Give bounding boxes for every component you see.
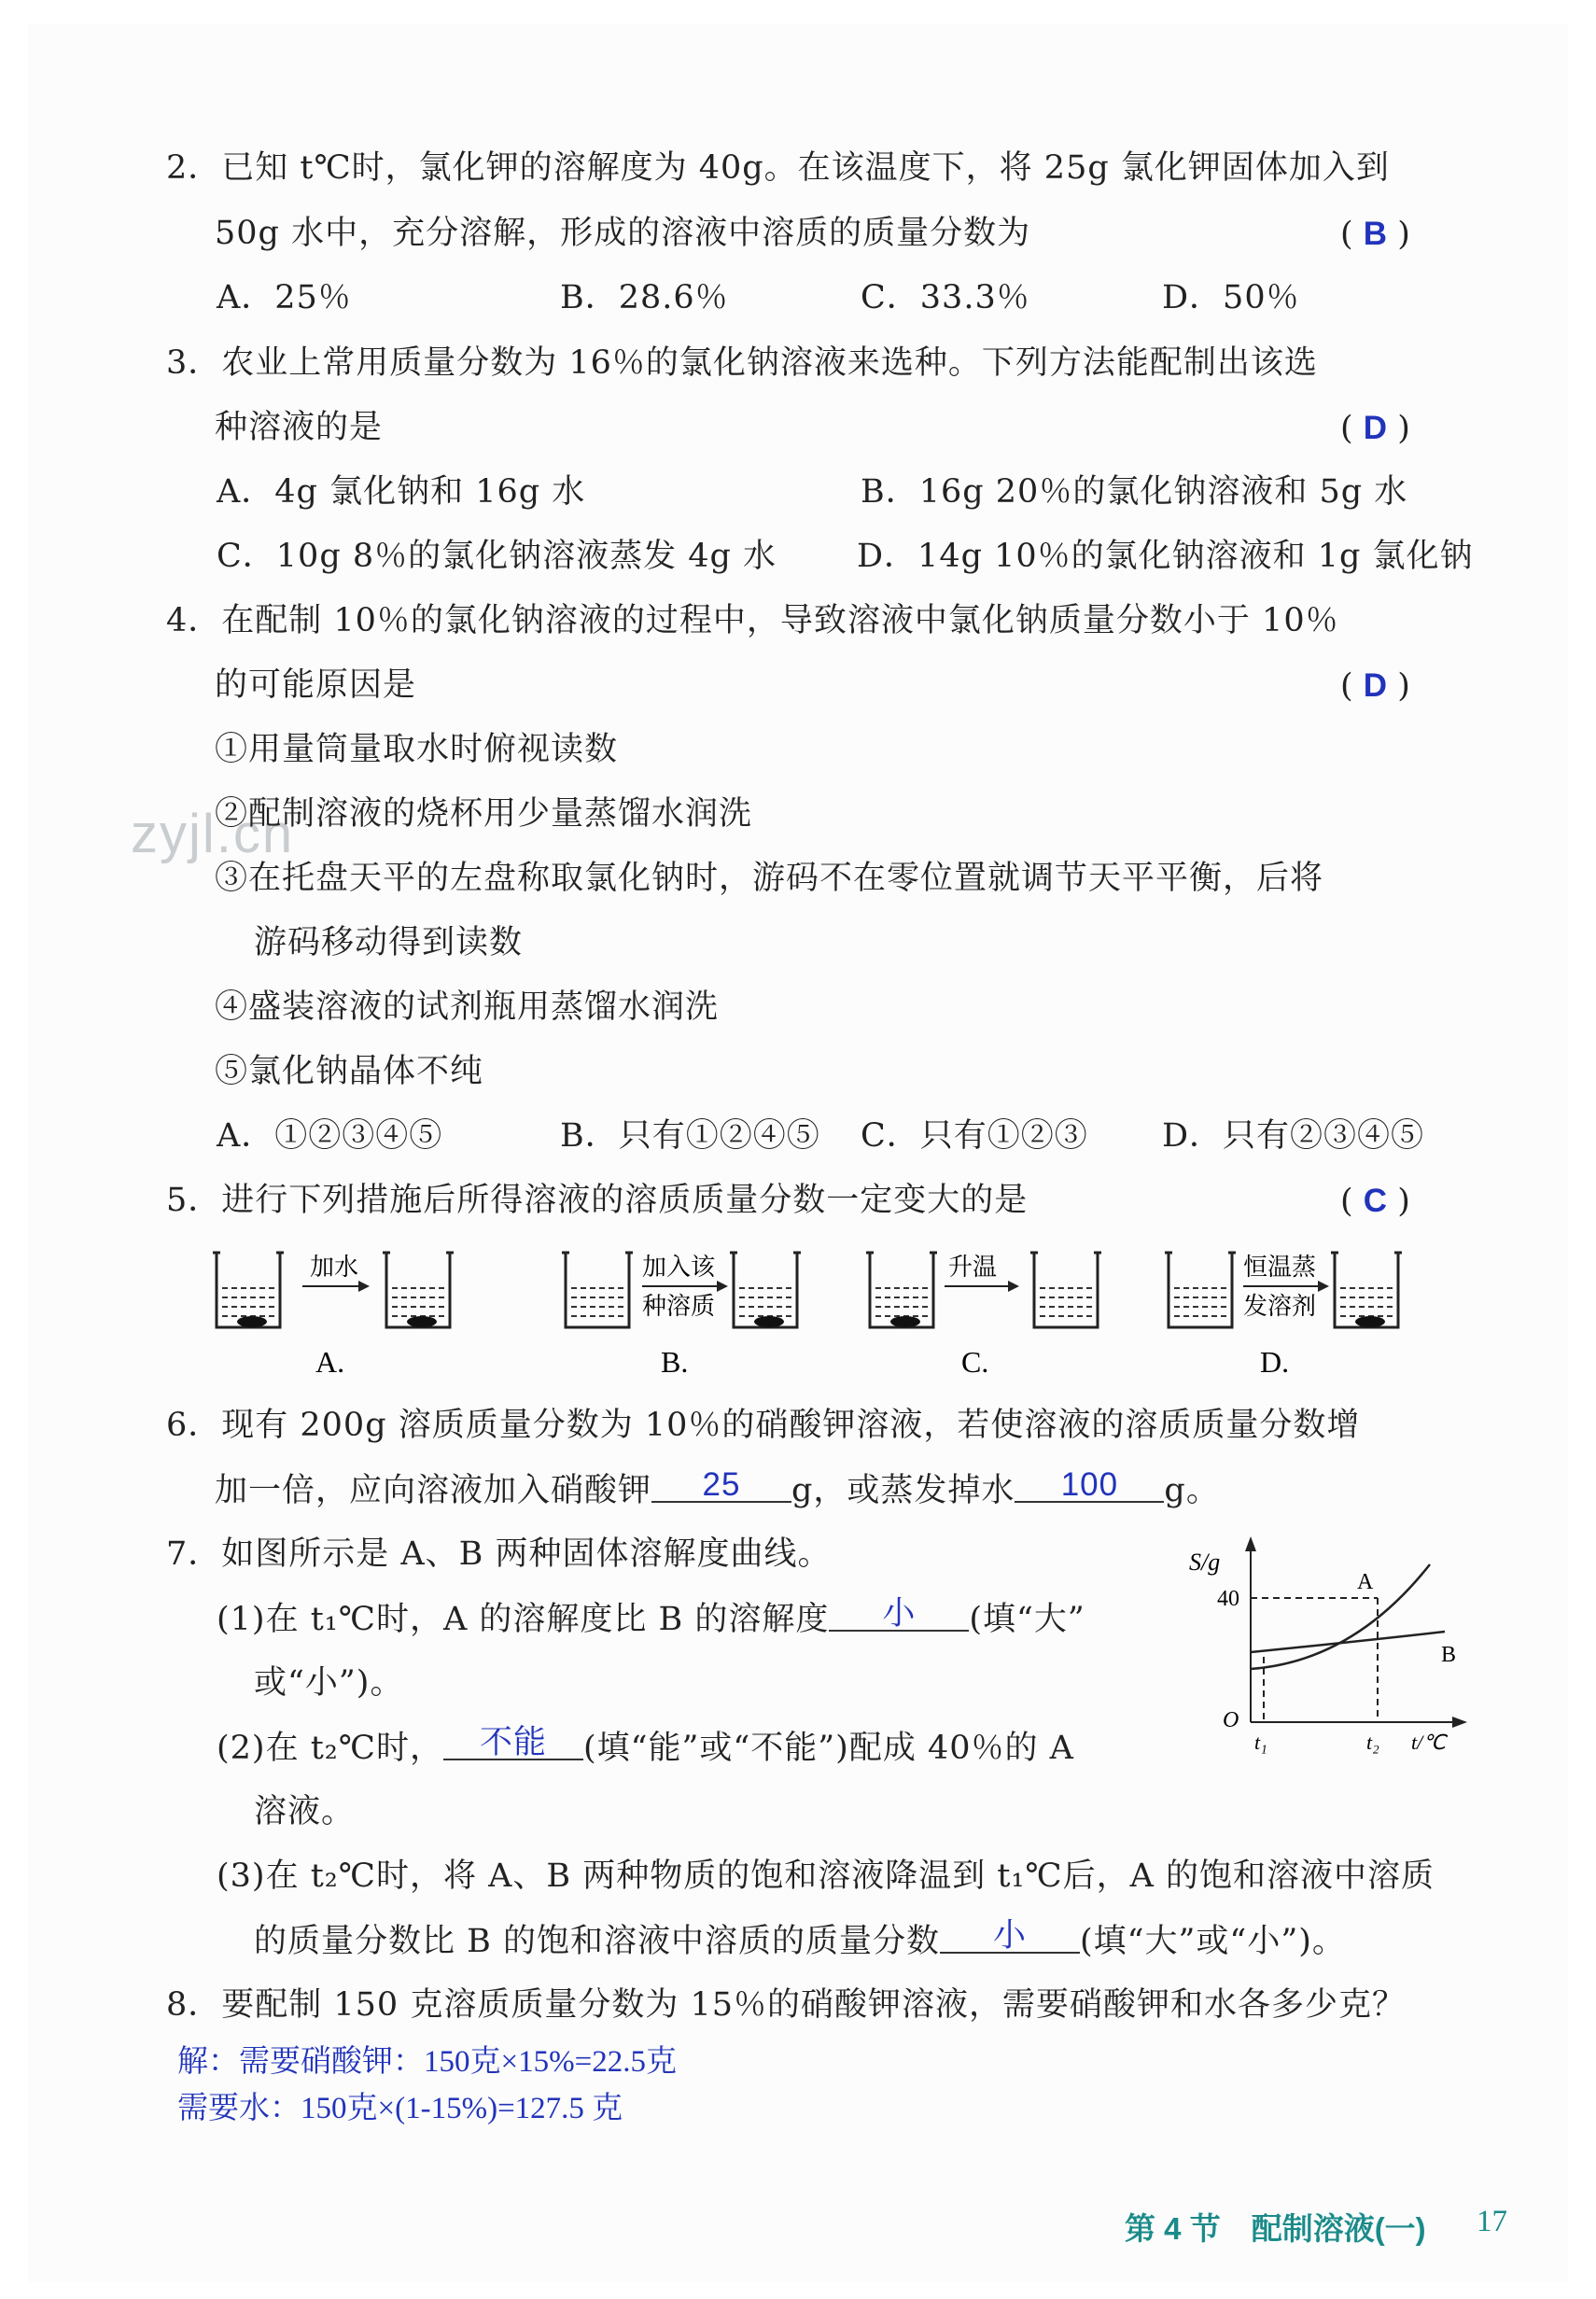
graph-t2: t₂ [1366,1731,1379,1754]
q3-answer: D [1363,410,1388,446]
q5-action-d-top: 恒温蒸 [1243,1254,1317,1281]
q3-line2: 种溶液的是 [215,409,384,446]
q5-action-b-top: 加入该 [642,1254,716,1281]
q5-action-a: 加水 [310,1254,359,1281]
q5-label-a: A. [315,1345,345,1379]
q4-line2: 的可能原因是 [215,666,417,704]
q7-part2 [217,1724,1074,1767]
q5-action-d-bottom: 发溶剂 [1243,1293,1317,1320]
graph-curve-b-label: B [1441,1643,1457,1667]
curve-b [1251,1632,1445,1652]
q7-part1-c: 或“小”)。 [254,1664,404,1702]
q6-line2-b: g，或蒸发掉水 [791,1472,1015,1509]
q2-answer: B [1363,216,1388,252]
q7-part3-b: 的质量分数比 B 的饱和溶液中溶质的质量分数 [254,1923,940,1960]
q5-label-c: C. [961,1345,989,1379]
q5-action-b-bottom: 种溶质 [642,1293,716,1320]
q7-part3-c: (填“大”或“小”)。 [1079,1923,1346,1960]
q5-answer: C [1363,1183,1388,1219]
q3-option-b: B．16g 20％的氯化钠溶液和 5g 水 [861,473,1408,511]
q7-part2-c: 溶液。 [254,1793,356,1830]
q4-item-5: ⑤氯化钠晶体不纯 [215,1053,484,1090]
q4-item-3-cont: 游码移动得到读数 [254,924,524,961]
q6-blank-2: 100 [1015,1468,1164,1503]
q6-line2-c: g。 [1164,1472,1220,1509]
q4-bracket: ( D ) [1340,667,1410,705]
q2-line2: 50g 水中，充分溶解，形成的溶液中溶质的质量分数为 [215,215,1031,252]
q3-bracket: ( D ) [1340,410,1410,447]
q4-line1: 4．在配制 10％的氯化钠溶液的过程中，导致溶液中氯化钠质量分数小于 10％ [166,602,1339,639]
q7-part3 [254,1917,1346,1960]
q5-beaker-figures [205,1232,1419,1381]
q6-line2 [215,1466,1220,1509]
q5-action-c: 升温 [948,1254,998,1281]
q7-part2-b: (填“能”或“不能”)配成 40％的 A [582,1730,1074,1767]
q4-option-a: A．①②③④⑤ [217,1117,443,1155]
q7-blank-1: 小 [829,1597,969,1632]
graph-y40: 40 [1217,1587,1239,1611]
curve-a [1251,1564,1430,1669]
graph-ylabel: S/g [1189,1549,1221,1576]
q4-option-d: D．只有②③④⑤ [1162,1117,1425,1155]
q2-line1: 2．已知 t℃时，氯化钾的溶解度为 40g。在该温度下，将 25g 氯化钾固体加入到 [166,149,1390,187]
q4-answer: D [1363,667,1388,704]
q3-option-a: A．4g 氯化钠和 16g 水 [217,473,586,511]
watermark: zyjl.cn [131,804,295,864]
q7-solubility-graph [1176,1531,1475,1755]
q4-option-c: C．只有①②③ [861,1117,1088,1155]
graph-curve-a-label: A [1357,1570,1374,1594]
q4-item-2: ②配制溶液的烧杯用少量蒸馏水润洗 [215,795,753,833]
q3-option-d: D．14g 10％的氯化钠溶液和 1g 氯化钠 [857,538,1474,575]
q3-option-c: C．10g 8％的氯化钠溶液蒸发 4g 水 [217,538,777,575]
q4-option-b: B．只有①②④⑤ [560,1117,820,1155]
q4-item-1: ①用量筒量取水时俯视读数 [215,731,619,768]
q6-blank-1: 25 [651,1468,791,1503]
q3-line1: 3．农业上常用质量分数为 16％的氯化钠溶液来选种。下列方法能配制出该选 [166,344,1318,382]
q5-line1: 5．进行下列措施后所得溶液的溶质质量分数一定变大的是 [166,1182,1029,1219]
q7-part1 [217,1595,1085,1638]
page-number: 17 [1477,2205,1507,2238]
q7-part2-a: (2)在 t₂℃时， [217,1730,443,1767]
q2-bracket: ( B ) [1340,216,1410,253]
q8-solution-1: 解：需要硝酸钾：150克×15%=22.5克 [177,2045,677,2079]
graph-origin: O [1223,1708,1239,1732]
q7-blank-3: 小 [940,1919,1080,1954]
graph-t1: t₁ [1254,1731,1267,1754]
q5-bracket: ( C ) [1340,1183,1410,1220]
q4-item-3: ③在托盘天平的左盘称取氯化钠时，游码不在零位置就调节天平平衡，后将 [215,860,1324,897]
q7-line1: 7．如图所示是 A、B 两种固体溶解度曲线。 [166,1535,832,1573]
q7-blank-2: 不能 [443,1726,583,1760]
q2-option-a: A．25％ [217,279,352,316]
q7-part1-a: (1)在 t₁℃时，A 的溶解度比 B 的溶解度 [217,1601,830,1638]
q2-option-c: C．33.3％ [861,279,1030,316]
q8-solution-2: 需要水：150克×(1-15%)=127.5 克 [177,2092,623,2125]
q6-line1: 6．现有 200g 溶质质量分数为 10％的硝酸钾溶液，若使溶液的溶质质量分数增 [166,1407,1361,1444]
footer-section: 第 4 节 配制溶液(一) [1125,2211,1426,2246]
q8-line1: 8．要配制 150 克溶质质量分数为 15％的硝酸钾溶液，需要硝酸钾和水各多少克？ [166,1986,1406,2024]
q7-part1-b: (填“大” [969,1601,1085,1638]
q2-option-d: D．50％ [1162,279,1300,316]
q7-part3-a: (3)在 t₂℃时，将 A、B 两种物质的饱和溶液降温到 t₁℃后，A 的饱和溶液中溶质 [217,1857,1435,1895]
q4-item-4: ④盛装溶液的试剂瓶用蒸馏水润洗 [215,988,720,1026]
graph-xlabel: t/℃ [1411,1731,1446,1754]
q2-option-b: B．28.6％ [560,279,729,316]
q5-label-b: B. [661,1345,689,1379]
q6-line2-a: 加一倍，应向溶液加入硝酸钾 [215,1472,652,1509]
q5-label-d: D. [1260,1345,1290,1379]
